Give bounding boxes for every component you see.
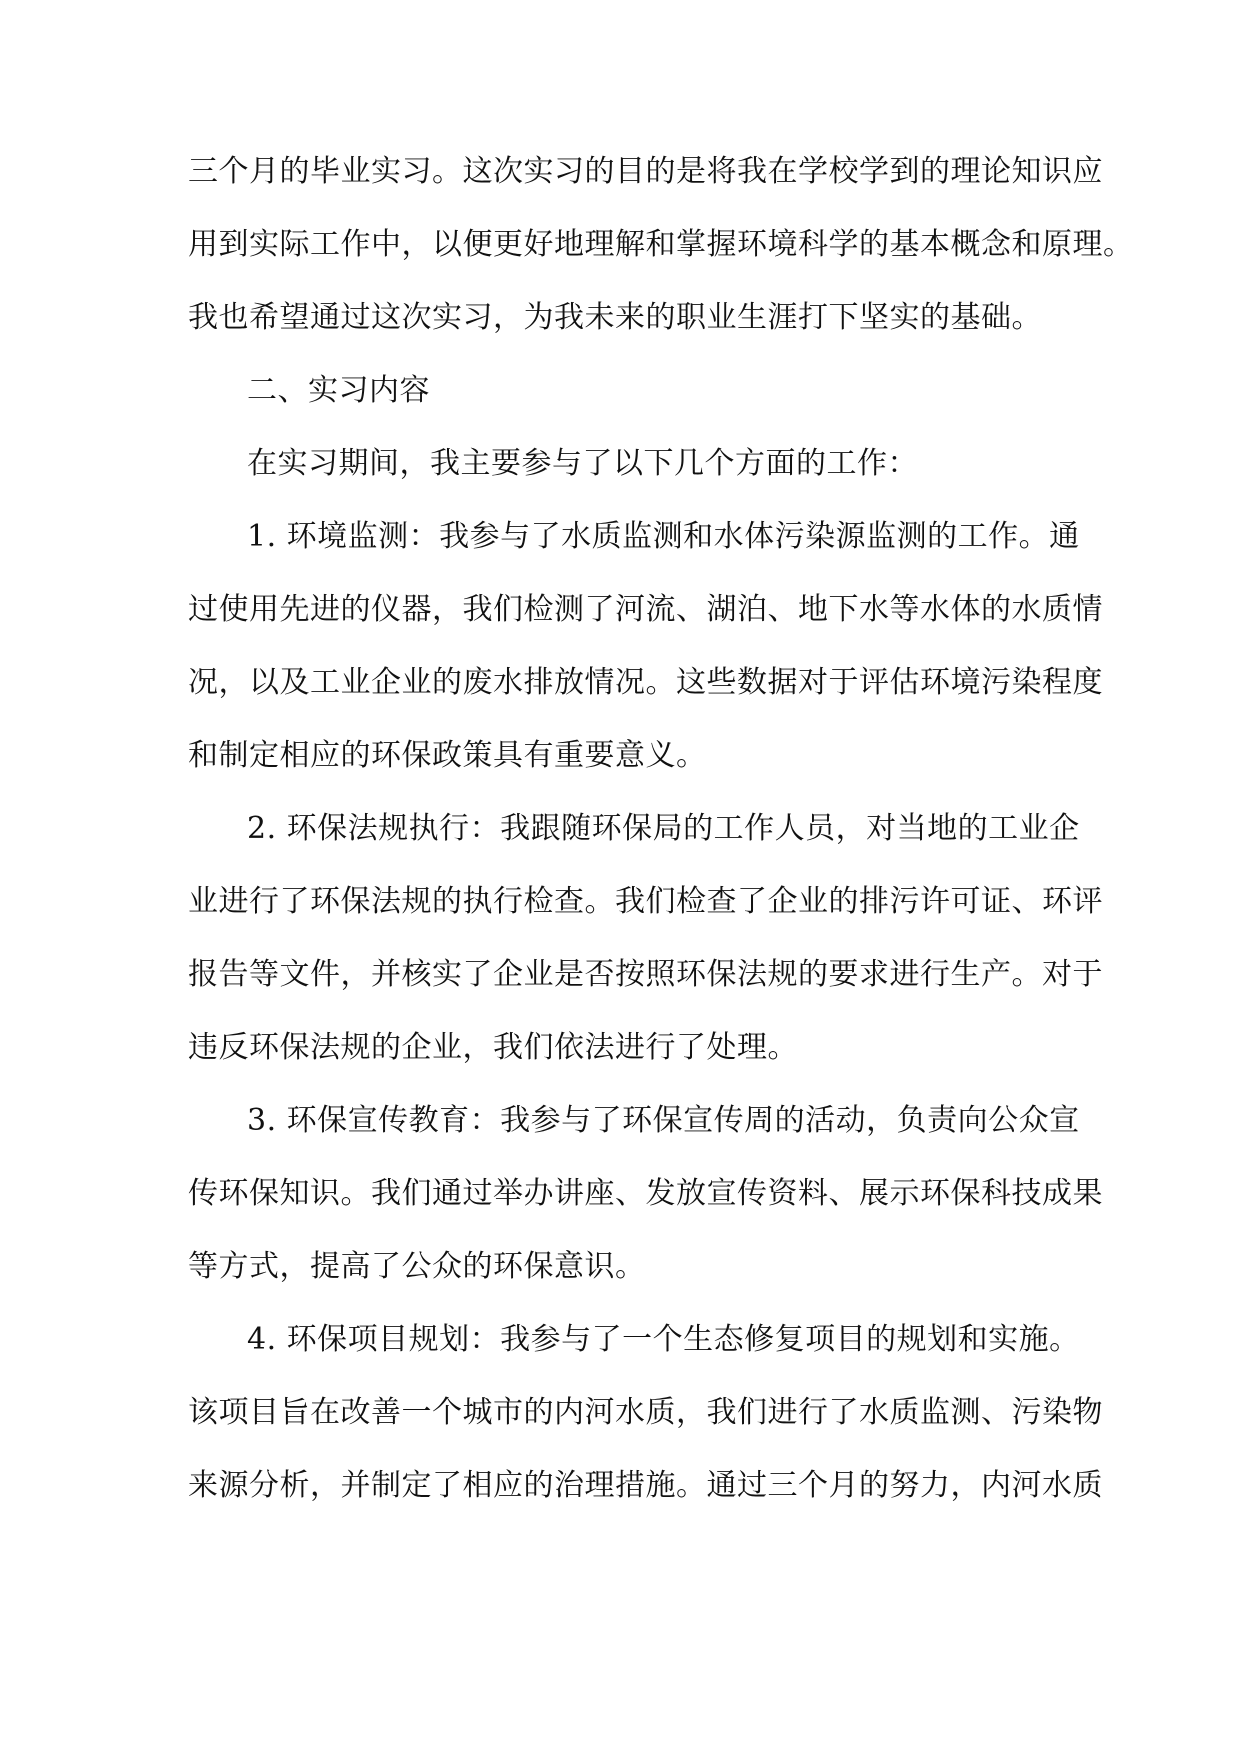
body-text-line: 来源分析，并制定了相应的治理措施。通过三个月的努力，内河水质 (188, 1468, 1103, 1503)
body-text-line: 和制定相应的环保政策具有重要意义。 (188, 738, 707, 773)
list-item-line: 3. 环保宣传教育：我参与了环保宣传周的活动，负责向公众宣 (247, 1103, 1080, 1138)
body-text-line: 我也希望通过这次实习，为我未来的职业生涯打下坚实的基础。 (188, 300, 1042, 335)
body-text-line: 在实习期间，我主要参与了以下几个方面的工作： (247, 446, 918, 481)
list-item-line: 1. 环境监测：我参与了水质监测和水体污染源监测的工作。通 (247, 519, 1080, 554)
body-text-line: 传环保知识。我们通过举办讲座、发放宣传资料、展示环保科技成果 (188, 1176, 1103, 1211)
body-text-line: 用到实际工作中，以便更好地理解和掌握环境科学的基本概念和原理。 (188, 227, 1134, 262)
body-text-line: 业进行了环保法规的执行检查。我们检查了企业的排污许可证、环评 (188, 884, 1103, 919)
list-item-line: 2. 环保法规执行：我跟随环保局的工作人员，对当地的工业企 (247, 811, 1080, 846)
body-text-line: 该项目旨在改善一个城市的内河水质，我们进行了水质监测、污染物 (188, 1395, 1103, 1430)
body-text-line: 违反环保法规的企业，我们依法进行了处理。 (188, 1030, 798, 1065)
body-text-line: 三个月的毕业实习。这次实习的目的是将我在学校学到的理论知识应 (188, 154, 1103, 189)
body-text-line: 报告等文件，并核实了企业是否按照环保法规的要求进行生产。对于 (188, 957, 1103, 992)
body-text-line: 等方式，提高了公众的环保意识。 (188, 1249, 646, 1284)
body-text-line: 况，以及工业企业的废水排放情况。这些数据对于评估环境污染程度 (188, 665, 1103, 700)
body-text-line: 过使用先进的仪器，我们检测了河流、湖泊、地下水等水体的水质情 (188, 592, 1103, 627)
section-heading: 二、实习内容 (247, 373, 430, 408)
list-item-line: 4. 环保项目规划：我参与了一个生态修复项目的规划和实施。 (247, 1322, 1080, 1357)
